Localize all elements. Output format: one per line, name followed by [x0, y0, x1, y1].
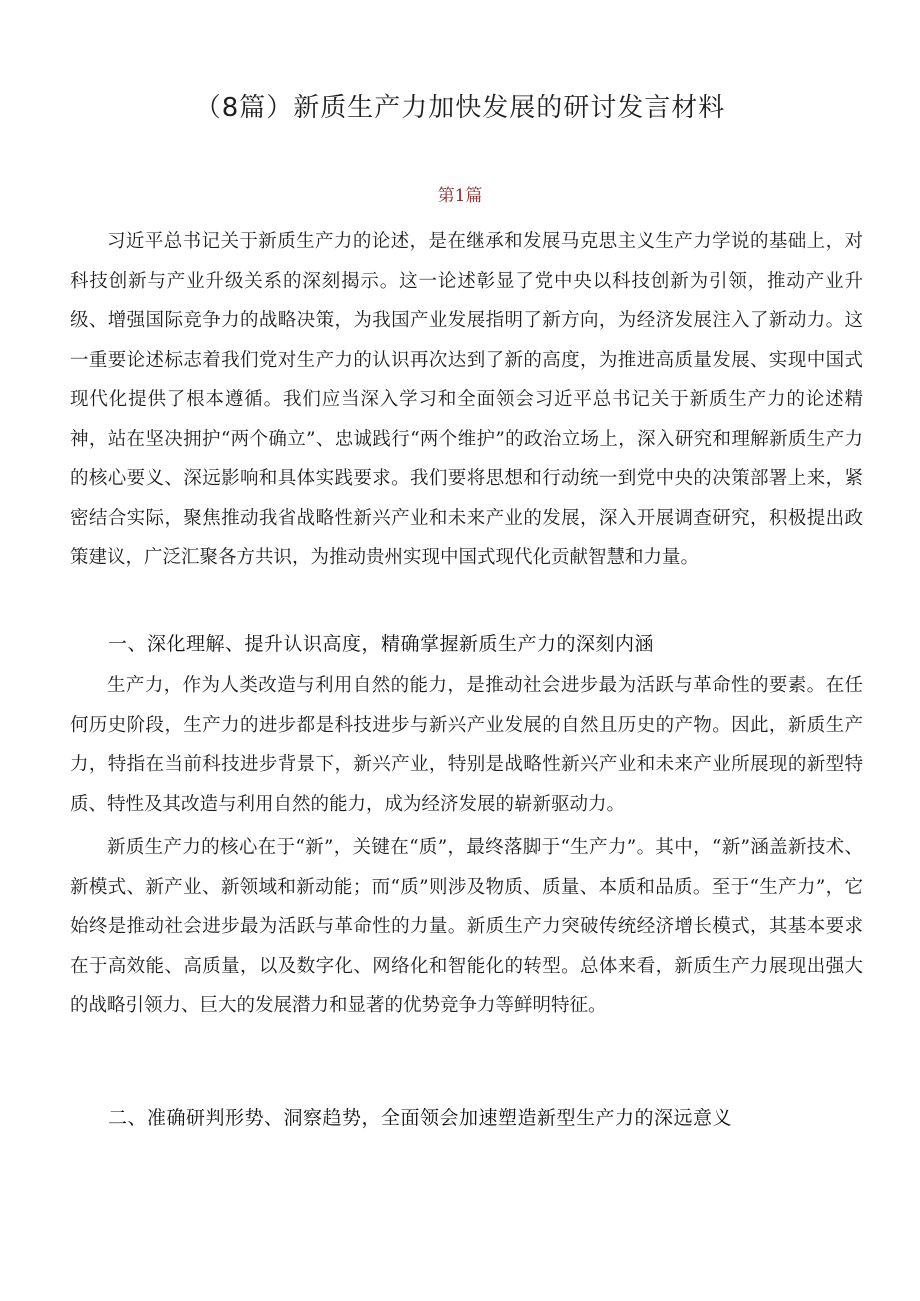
paragraph-productivity-core: 新质生产力的核心在于“新”，关键在“质”，最终落脚于“生产力”。其中，“新”涵盖新技术、新模式、新产业、新领域和新动能；而“质”则涉及物质、质量、本质和品质。至于“生产力”，它始终是推动社会进步最为活跃与革命性的力量。新质生产力突破传统经济增长模式，其基本要求在于高效能、高质量，以及数字化、网络化和智能化的转型。总体来看，新质生产力展现出强大的战略引领力、巨大的发展潜力和显著的优势竞争力等鲜明特征。 — [70, 837, 863, 1016]
section-heading-2: 二、准确研判形势、洞察趋势，全面领会加速塑造新型生产力的深远意义 — [108, 1107, 733, 1129]
paragraph-productivity-definition: 生产力，作为人类改造与利用自然的能力，是推动社会进步最为活跃与革命性的要素。在任何历史阶段，生产力的进步都是科技进步与新兴产业发展的自然且历史的产物。因此，新质生产力，特指在当前科技进步背景下，新兴产业，特别是战略性新兴产业和未来产业所展现的新型特质、特性及其改造与利用自然的能力，成为经济发展的崭新驱动力。 — [70, 675, 863, 815]
section-heading-1: 一、深化理解、提升认识高度，精确掌握新质生产力的深刻内涵 — [108, 633, 655, 655]
section-label: 第1篇 — [437, 186, 483, 206]
paragraph-intro: 习近平总书记关于新质生产力的论述，是在继承和发展马克思主义生产力学说的基础上，对科技创新与产业升级关系的深刻揭示。这一论述彰显了党中央以科技创新为引领，推动产业升级、增强国际竞争力的战略决策，为我国产业发展指明了新方向，为经济发展注入了新动力。这一重要论述标志着我们党对生产力的认识再次达到了新的高度，为推进高质量发展、实现中国式现代化提供了根本遵循。我们应当深入学习和全面领会习近平总书记关于新质生产力的论述精神，站在坚决拥护“两个确立”、忠诚践行“两个维护”的政治立场上，深入研究和理解新质生产力的核心要义、深远影响和具体实践要求。我们要将思想和行动统一到党中央的决策部署上来，紧密结合实际，聚焦推动我省战略性新兴产业和未来产业的发展，深入开展调查研究，积极提出政策建议，广泛汇聚各方共识，为推动贵州实现中国式现代化贡献智慧和力量。 — [70, 231, 863, 568]
document-title: （8篇）新质生产力加快发展的研讨发言材料 — [194, 93, 726, 123]
